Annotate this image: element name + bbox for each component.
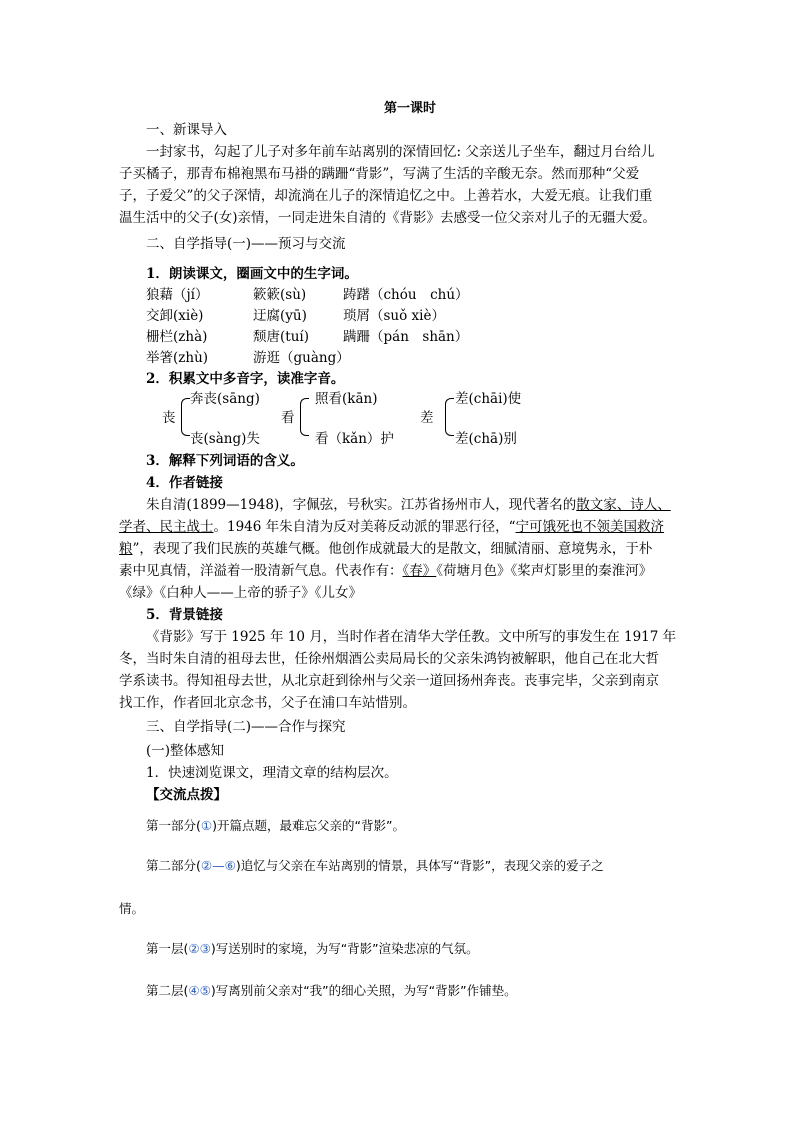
preview-item-1: 1．朗读课文，圈画文中的生字词。 <box>146 266 358 282</box>
preview-item-3: 3．解释下列词语的含义。 <box>146 453 304 469</box>
structure-part-1 <box>146 815 405 837</box>
vocab-word: 狼藉（jí） <box>146 287 209 303</box>
author-underlined-text: 学者、民主战士 <box>119 519 214 535</box>
explore-item-1: 1．快速浏览课文，理清文章的结构层次。 <box>146 765 398 781</box>
structure-text: 第二部分( <box>146 858 201 873</box>
polyphone-reading: 奔丧(sāng) <box>190 391 260 407</box>
background-line-2: 冬，当时朱自清的祖母去世，任徐州烟酒公卖局局长的父亲朱鸿钧被解职，他自己在北大哲 <box>119 651 659 667</box>
vocab-word: 琐屑（suǒ xiè） <box>343 308 445 324</box>
intro-line-1: 一封家书，勾起了儿子对多年前车站离别的深情回忆: 父亲送儿子坐车，翻过月台给儿 <box>146 144 655 160</box>
author-text: 。1946 年朱自清为反对美蒋反动派的罪恶行径，“ <box>213 519 516 535</box>
structure-text: 第一部分( <box>146 818 201 833</box>
intro-line-4: 温生活中的父子(女)亲情，一同走进朱自清的《背影》去感受一位父亲对儿子的无疆大爱。 <box>119 210 657 226</box>
vocab-word: 簌簌(sù) <box>253 287 307 303</box>
section-heading-intro: 一、新课导入 <box>146 122 227 138</box>
page-title: 第一课时 <box>384 101 437 116</box>
author-underlined-text: 宁可饿死也不领美国救济 <box>515 519 665 535</box>
structure-text: 第二层( <box>146 983 189 998</box>
structure-text: 第一层( <box>146 941 189 956</box>
author-line-5: 《绿》《白种人——上帝的骄子》《儿女》 <box>119 585 362 601</box>
structure-text: )写送别时的家境，为写“背影”渲染悲凉的气氛。 <box>210 941 479 956</box>
polyphone-reading: 丧(sàng)失 <box>190 431 260 447</box>
structure-text: )写离别前父亲对“我”的细心关照，为写“背影”作铺垫。 <box>210 983 517 998</box>
preview-item-5: 5．背景链接 <box>146 607 223 623</box>
author-text: 朱自清(1899—1948)，字佩弦，号秋实。江苏省扬州市人，现代著名的 <box>146 497 577 513</box>
paragraph-number: ②—⑥ <box>200 858 236 873</box>
preview-item-2: 2．积累文中多音字，读准字音。 <box>146 371 345 387</box>
paragraph-number: ④⑤ <box>188 983 211 998</box>
brace-icon <box>300 398 309 436</box>
brace-icon <box>445 398 454 436</box>
author-line-3 <box>119 538 652 560</box>
exchange-tag: 【交流点拨】 <box>146 787 227 803</box>
author-text: ”，表现了我们民族的英雄气概。他创作成就最大的是散文，细腻清丽、意境隽永，于朴 <box>132 541 653 557</box>
structure-text: )追忆与父亲在车站离别的情景，具体写“背影”，表现父亲的爱子之 <box>235 858 604 873</box>
vocab-word: 栅栏(zhà) <box>146 329 208 345</box>
author-underlined-text: 《春》 <box>402 563 437 579</box>
paragraph-number: ②③ <box>188 941 211 956</box>
author-line-4 <box>119 560 652 582</box>
polyphone-reading: 差(chāi)使 <box>455 391 522 407</box>
vocab-word: 蹒跚（pán shān） <box>343 329 469 345</box>
polyphone-reading: 照看(kān) <box>315 391 378 407</box>
intro-line-2: 子买橘子，那青布棉袍黑布马褂的蹒跚“背影”，写满了生活的辛酸无奈。然而那种“父爱 <box>119 166 640 182</box>
section-heading-preview: 二、自学指导(一)——预习与交流 <box>146 236 346 252</box>
polyphone-reading: 看（kǎn）护 <box>315 431 394 447</box>
section-heading-explore: 三、自学指导(二)——合作与探究 <box>146 719 346 735</box>
polyphone-char: 丧 <box>162 410 176 426</box>
vocab-word: 游逛（guàng） <box>253 350 350 366</box>
author-underlined-text: 散文家、诗人、 <box>576 497 671 513</box>
background-line-1: 《背影》写于 1925 年 10 月，当时作者在清华大学任教。文中所写的事发生在 1917 年 <box>146 629 677 645</box>
vocab-word: 举箸(zhù) <box>146 350 209 366</box>
author-underlined-text: 粮 <box>119 541 133 557</box>
author-text: 《荷塘月色》《桨声灯影里的秦淮河》 <box>436 563 653 579</box>
intro-line-3: 子，子爱父”的父子深情，却流淌在儿子的深情追忆之中。上善若水，大爱无痕。让我们重 <box>119 188 653 204</box>
preview-item-4: 4．作者链接 <box>146 475 223 491</box>
author-text: 素中见真情，洋溢着一股清新气息。代表作有： <box>119 563 403 579</box>
structure-layer-1 <box>146 938 479 960</box>
vocab-word: 迂腐(yū) <box>253 308 307 324</box>
structure-part-2 <box>146 855 604 877</box>
polyphone-char: 看 <box>281 410 295 426</box>
brace-icon <box>181 398 190 436</box>
vocab-word: 交卸(xiè) <box>146 308 204 324</box>
polyphone-char: 差 <box>420 410 434 426</box>
author-line-2 <box>119 516 664 538</box>
background-line-3: 学系读书。得知祖母去世，从北京赶到徐州与父亲一道回扬州奔丧。丧事完毕，父亲到南京 <box>119 673 659 689</box>
vocab-word: 颓唐(tuí) <box>253 329 309 345</box>
paragraph-number: ① <box>200 818 213 833</box>
explore-sub-heading: (一)整体感知 <box>146 743 225 759</box>
polyphone-reading: 差(chā)别 <box>455 431 517 447</box>
structure-part-2-cont: 情。 <box>119 901 145 916</box>
vocab-word: 踌躇（chóu chú） <box>343 287 469 303</box>
structure-layer-2 <box>146 980 517 1002</box>
author-line-1 <box>146 494 671 516</box>
background-line-4: 找工作，作者回北京念书，父子在浦口车站惜别。 <box>119 695 416 711</box>
structure-text: )开篇点题，最难忘父亲的“背影”。 <box>212 818 405 833</box>
